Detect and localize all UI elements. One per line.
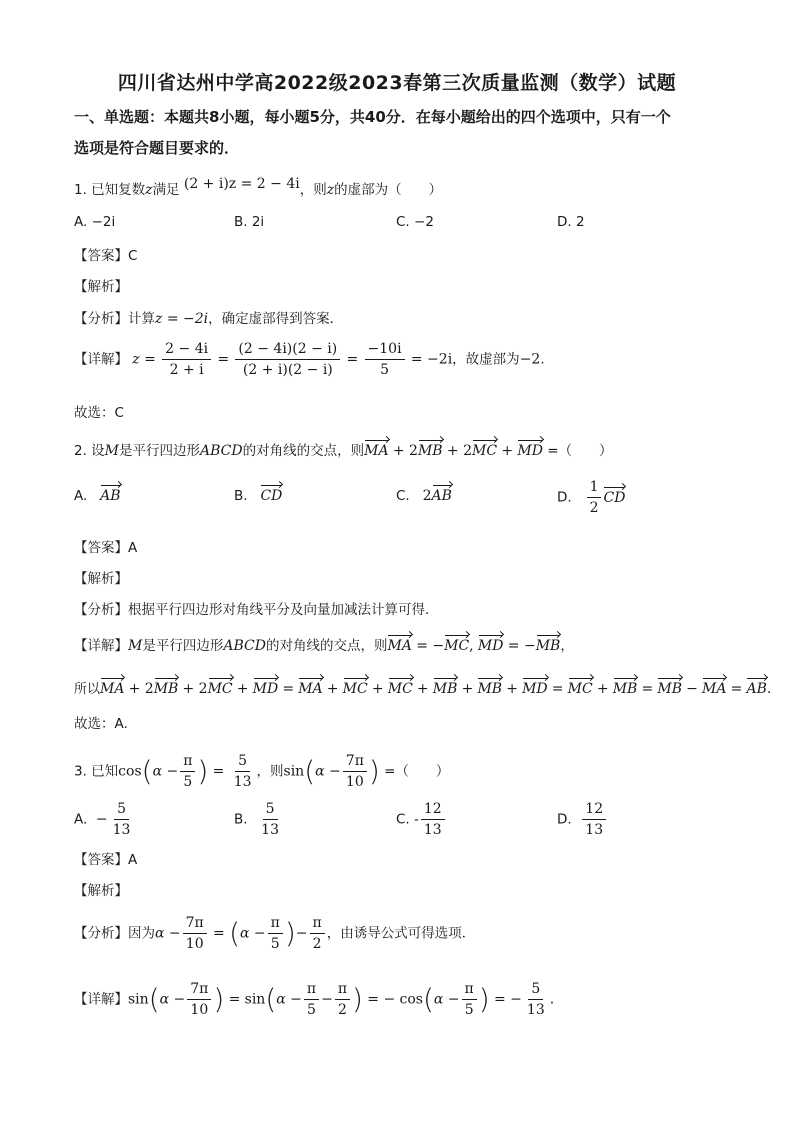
- q2-fenxi: 【分析】根据平行四边形对角线平分及向量加减法计算可得．: [74, 602, 439, 618]
- q3-option-d: D. $\frac{12}{13}$: [557, 800, 608, 839]
- q3-detail: 【详解】sin(α − $\frac{7\pi}{10}$ ) = sin(α − $\frac{\pi}{5}$ − $\frac{\pi}{2}$ ) = − cos(α − $\frac{\pi}{5}$ ) = − $\frac{5}{13}$ .: [74, 981, 555, 1018]
- q2-stem: 2. 设M是平行四边形ABCD的对角线的交点，则MA + 2MB + 2MC + MD =（ ）: [74, 443, 613, 459]
- section-heading-line2: 选项是符合题目要求的．: [74, 139, 240, 157]
- page-title: 四川省达州中学高2022级2023春第三次质量监测（数学）试题: [117, 72, 677, 94]
- q3-stem: 3. 已知cos(α − $\frac{\pi}{5}$ ) = $\frac{5}{13}$ ，则sin(α − $\frac{7\pi}{10}$ ) =（ ）: [74, 753, 450, 790]
- q2-choose: 故选：A.: [74, 716, 128, 732]
- q3-option-c: C. - $\frac{12}{13}$: [396, 800, 447, 839]
- q1-frac-3: $\frac{-10i}{5}$: [365, 340, 405, 379]
- q1-option-c: C. −2: [396, 214, 434, 230]
- q2-option-d: D. $\frac{1}{2}$ CD: [557, 479, 626, 516]
- q1-option-b: B. 2i: [234, 214, 265, 230]
- q1-option-d: D. 2: [557, 214, 585, 230]
- q1-choose: 故选：C: [74, 405, 124, 421]
- vector-mb: MB: [417, 443, 443, 459]
- q2-analysis-label: 【解析】: [74, 571, 128, 587]
- q2-answer: 【答案】A: [74, 540, 138, 556]
- q1-equation: (2 + i)z = 2 − 4i: [183, 176, 300, 192]
- q2-option-c: C. 2AB: [396, 488, 452, 504]
- q1-answer: 【答案】C: [74, 248, 138, 264]
- q3-option-a: A. − $\frac{5}{13}$: [74, 801, 131, 838]
- q3-fenxi: 【分析】因为α − $\frac{7\pi}{10}$ = (α − $\frac{\pi}{5}$ )− $\frac{\pi}{2}$ ，由诱导公式可得选项．: [74, 915, 476, 952]
- q2-option-a: A. AB: [74, 488, 121, 504]
- q3-answer: 【答案】A: [74, 852, 138, 868]
- vector-md: MD: [517, 443, 543, 459]
- q1-frac-1: $\frac{2 - 4i}{2 + i}$: [162, 340, 211, 379]
- q2-derivation: 所以MA + 2MB + 2MC + MD = MA + MC + MC + MB + MB + MD = MC + MB = MB − MA = AB.: [74, 681, 772, 697]
- q1-stem: 1. 已知复数z满足 (2 + i)z = 2 − 4i，则z的虚部为（ ）: [74, 176, 443, 198]
- vector-ma: MA: [364, 443, 389, 459]
- q3-analysis-label: 【解析】: [74, 883, 128, 899]
- q1-frac-2: $\frac{(2 - 4i)(2 - i)}{(2 + i)(2 - i)}$: [235, 340, 340, 379]
- q1-analysis-label: 【解析】: [74, 279, 128, 295]
- q2-option-b: B. CD: [234, 488, 283, 504]
- q3-option-b: B. $\frac{5}{13}$: [234, 801, 279, 838]
- vector-mc: MC: [471, 443, 498, 459]
- q1-fenxi: 【分析】计算z = −2i，确定虚部得到答案．: [74, 311, 344, 327]
- section-heading-line1: 一、单选题：本题共8小题，每小题5分，共40分．在每小题给出的四个选项中，只有一个: [74, 108, 671, 126]
- q1-option-a: A. −2i: [74, 214, 116, 230]
- q2-detail: 【详解】M是平行四边形ABCD的对角线的交点，则MA = −MC, MD = −MB，: [74, 638, 574, 654]
- section-heading: [74, 102, 734, 164]
- q1-detail: 【详解】 z = $\frac{2 - 4i}{2 + i}$ = $\frac{(2 - 4i)(2 - i)}{(2 + i)(2 - i)}$ = $\frac{-10i}{5}$ = −2i，故虚部为−2.: [74, 341, 545, 378]
